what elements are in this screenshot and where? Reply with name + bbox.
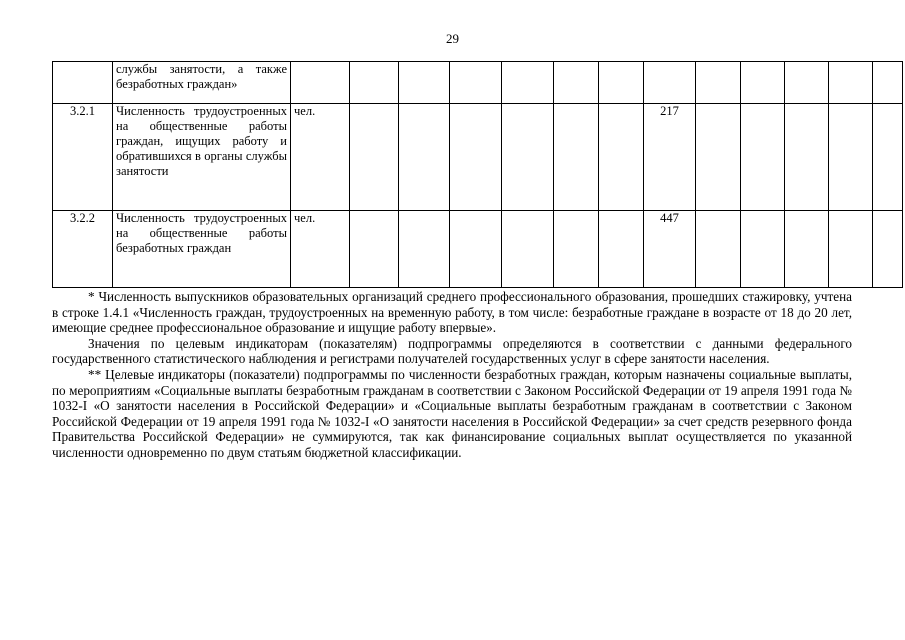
page-number: 29 bbox=[446, 31, 459, 46]
unit-cell: чел. bbox=[291, 104, 350, 211]
empty-cell bbox=[450, 211, 502, 288]
empty-cell bbox=[829, 104, 873, 211]
indicators-table bbox=[52, 61, 903, 288]
empty-cell bbox=[785, 104, 829, 211]
row-number: 3.2.2 bbox=[53, 211, 113, 288]
empty-cell bbox=[829, 62, 873, 104]
value-cell: 447 bbox=[644, 211, 696, 288]
empty-cell bbox=[741, 211, 785, 288]
empty-cell bbox=[829, 211, 873, 288]
empty-cell bbox=[350, 211, 399, 288]
empty-cell bbox=[502, 62, 554, 104]
empty-cell bbox=[450, 104, 502, 211]
empty-cell bbox=[350, 104, 399, 211]
empty-cell bbox=[554, 211, 599, 288]
empty-cell bbox=[399, 104, 450, 211]
table-row bbox=[53, 104, 903, 211]
empty-cell bbox=[741, 62, 785, 104]
table-row bbox=[53, 62, 903, 104]
footnotes bbox=[52, 289, 852, 461]
row-number bbox=[53, 62, 113, 104]
empty-cell bbox=[785, 62, 829, 104]
empty-cell bbox=[599, 211, 644, 288]
unit-cell: чел. bbox=[291, 211, 350, 288]
empty-cell bbox=[599, 104, 644, 211]
footnote-paragraph: ** Целевые индикаторы (показатели) подпрограммы по численности безработных граждан, которым назначены социальные выплаты, по мероприятиям «Социальные выплаты безработным гражданам в соответствии с Законом Российской Федерации от 19 апреля 1991 года № 1032-I «О занятости населения в Российской Федерации» и «Социальные выплаты безработным гражданам в соответствии с Законом Российской Федерации от 19 апреля 1991 года № 1032-I «О занятости населения в Российской Федерации» за счет средств резервного фонда Правительства Российской Федерации» не суммируются, так как финансирование социальных выплат осуществляется по указанной численности одновременно по двум статьям бюджетной классификации. bbox=[52, 366, 852, 460]
empty-cell bbox=[785, 211, 829, 288]
empty-cell bbox=[873, 104, 903, 211]
empty-cell bbox=[873, 62, 903, 104]
footnote-paragraph: * Численность выпускников образовательных организаций среднего профессионального образования, прошедших стажировку, учтена в строке 1.4.1 «Численность граждан, трудоустроенных на временную работу, в том числе: безработные граждане в возрасте от 18 до 20 лет, имеющие среднее профессиональное образование и ищущие работу впервые». bbox=[52, 289, 852, 336]
empty-cell bbox=[554, 104, 599, 211]
value-cell bbox=[644, 62, 696, 104]
empty-cell bbox=[741, 104, 785, 211]
empty-cell bbox=[450, 62, 502, 104]
empty-cell bbox=[399, 62, 450, 104]
indicator-name: Численность трудоустроенных на общественные работы граждан, ищущих работу и обратившихся в органы службы занятости bbox=[113, 104, 291, 211]
value-cell: 217 bbox=[644, 104, 696, 211]
row-number: 3.2.1 bbox=[53, 104, 113, 211]
empty-cell bbox=[502, 104, 554, 211]
empty-cell bbox=[873, 211, 903, 288]
empty-cell bbox=[599, 62, 644, 104]
empty-cell bbox=[502, 211, 554, 288]
indicator-name: Численность трудоустроенных на общественные работы безработных граждан bbox=[113, 211, 291, 288]
table-row bbox=[53, 211, 903, 288]
unit-cell bbox=[291, 62, 350, 104]
empty-cell bbox=[399, 211, 450, 288]
empty-cell bbox=[696, 211, 741, 288]
empty-cell bbox=[554, 62, 599, 104]
footnote-paragraph: Значения по целевым индикаторам (показателям) подпрограммы определяются в соответствии с данными федерального государственного статистического наблюдения и регистрами получателей государственных услуг в сфере занятости населения. bbox=[52, 335, 852, 367]
indicator-name: службы занятости, а также безработных граждан» bbox=[113, 62, 291, 104]
empty-cell bbox=[696, 62, 741, 104]
empty-cell bbox=[696, 104, 741, 211]
empty-cell bbox=[350, 62, 399, 104]
